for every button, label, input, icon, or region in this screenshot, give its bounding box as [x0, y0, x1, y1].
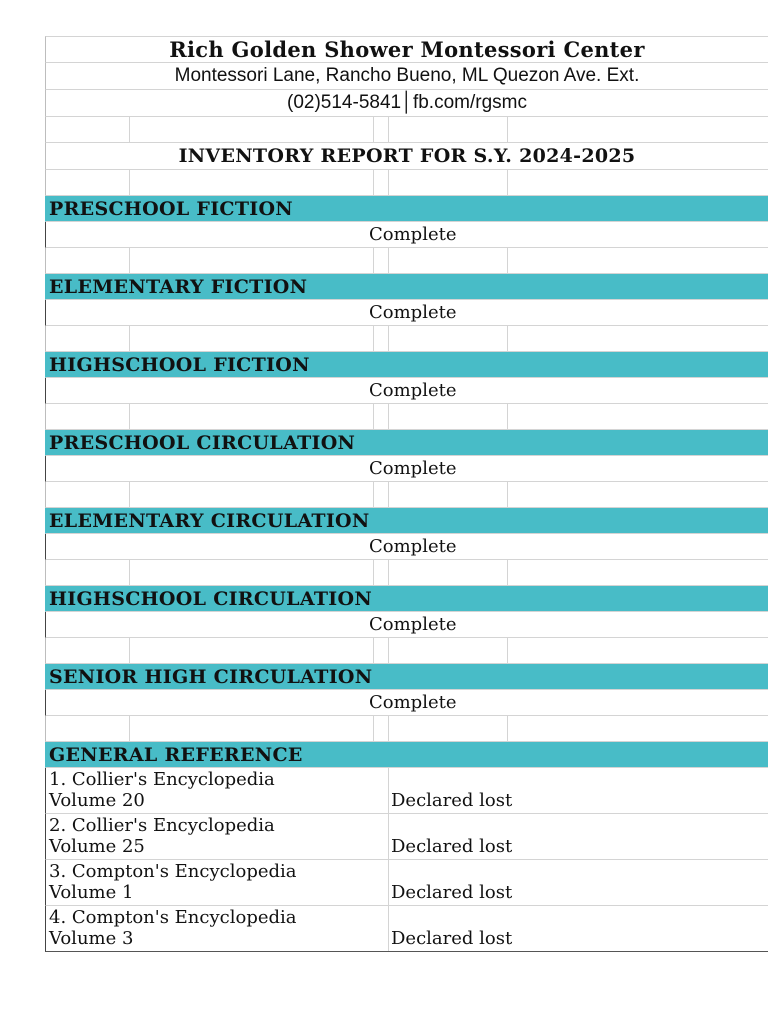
- blank-row: [45, 560, 768, 586]
- section-status-row: [45, 456, 768, 482]
- section-status-row: [45, 612, 768, 638]
- blank-row: [45, 716, 768, 742]
- address-row: [45, 63, 768, 90]
- section-header: [45, 430, 768, 456]
- reference-item-status: Declared lost: [391, 790, 513, 811]
- reference-item-volume: Volume 1: [49, 882, 134, 903]
- section-header: [45, 508, 768, 534]
- section-header: [45, 586, 768, 612]
- section-title: HIGHSCHOOL FICTION: [49, 353, 310, 376]
- reference-item-volume: Volume 3: [49, 928, 134, 949]
- report-title: INVENTORY REPORT FOR S.Y. 2024-2025: [178, 145, 636, 167]
- section-header: [45, 352, 768, 378]
- reference-item-status: Declared lost: [391, 882, 513, 903]
- reference-item-title: 1. Collier's Encyclopedia: [49, 769, 275, 790]
- reference-item-status: Declared lost: [391, 836, 513, 857]
- section-status: Complete: [369, 536, 457, 557]
- reference-item-title: 4. Compton's Encyclopedia: [49, 907, 297, 928]
- section-title: HIGHSCHOOL CIRCULATION: [49, 587, 372, 610]
- reference-item: [49, 861, 379, 903]
- section-header-general-reference: [45, 742, 768, 768]
- section-title: GENERAL REFERENCE: [49, 743, 303, 766]
- section-status: Complete: [369, 692, 457, 713]
- reference-item-title: 3. Compton's Encyclopedia: [49, 861, 297, 882]
- section-title: PRESCHOOL FICTION: [49, 197, 293, 220]
- blank-row: [45, 482, 768, 508]
- school-address: Montessori Lane, Rancho Bueno, ML Quezon Ave. Ext.: [174, 65, 640, 86]
- section-header: [45, 196, 768, 222]
- reference-row: [45, 906, 768, 952]
- blank-row: [45, 248, 768, 274]
- reference-item-title: 2. Collier's Encyclopedia: [49, 815, 275, 836]
- reference-item: [49, 907, 379, 949]
- section-status-row: [45, 300, 768, 326]
- section-status: Complete: [369, 380, 457, 401]
- section-title: SENIOR HIGH CIRCULATION: [49, 665, 373, 688]
- section-status: Complete: [369, 614, 457, 635]
- section-status-row: [45, 378, 768, 404]
- section-status-row: [45, 534, 768, 560]
- section-header: [45, 664, 768, 690]
- section-status: Complete: [369, 458, 457, 479]
- section-header: [45, 274, 768, 300]
- school-contact: (02)514-5841│fb.com/rgsmc: [287, 92, 527, 113]
- blank-row: [45, 117, 768, 143]
- section-status: Complete: [369, 302, 457, 323]
- section-status: Complete: [369, 224, 457, 245]
- section-title: ELEMENTARY CIRCULATION: [49, 509, 370, 532]
- school-name: Rich Golden Shower Montessori Center: [169, 37, 645, 62]
- section-status-row: [45, 222, 768, 248]
- section-status-row: [45, 690, 768, 716]
- contact-row: [45, 90, 768, 117]
- section-title: PRESCHOOL CIRCULATION: [49, 431, 356, 454]
- reference-row: [45, 768, 768, 814]
- section-title: ELEMENTARY FICTION: [49, 275, 308, 298]
- school-name-row: [45, 36, 768, 63]
- blank-row: [45, 404, 768, 430]
- inventory-sheet: [45, 36, 768, 952]
- reference-item-status: Declared lost: [391, 928, 513, 949]
- reference-item: [49, 769, 379, 811]
- reference-item-volume: Volume 25: [49, 836, 145, 857]
- reference-row: [45, 814, 768, 860]
- blank-row: [45, 638, 768, 664]
- reference-item-volume: Volume 20: [49, 790, 145, 811]
- reference-item: [49, 815, 379, 857]
- blank-row: [45, 326, 768, 352]
- blank-row: [45, 170, 768, 196]
- reference-row: [45, 860, 768, 906]
- report-title-row: [45, 143, 768, 170]
